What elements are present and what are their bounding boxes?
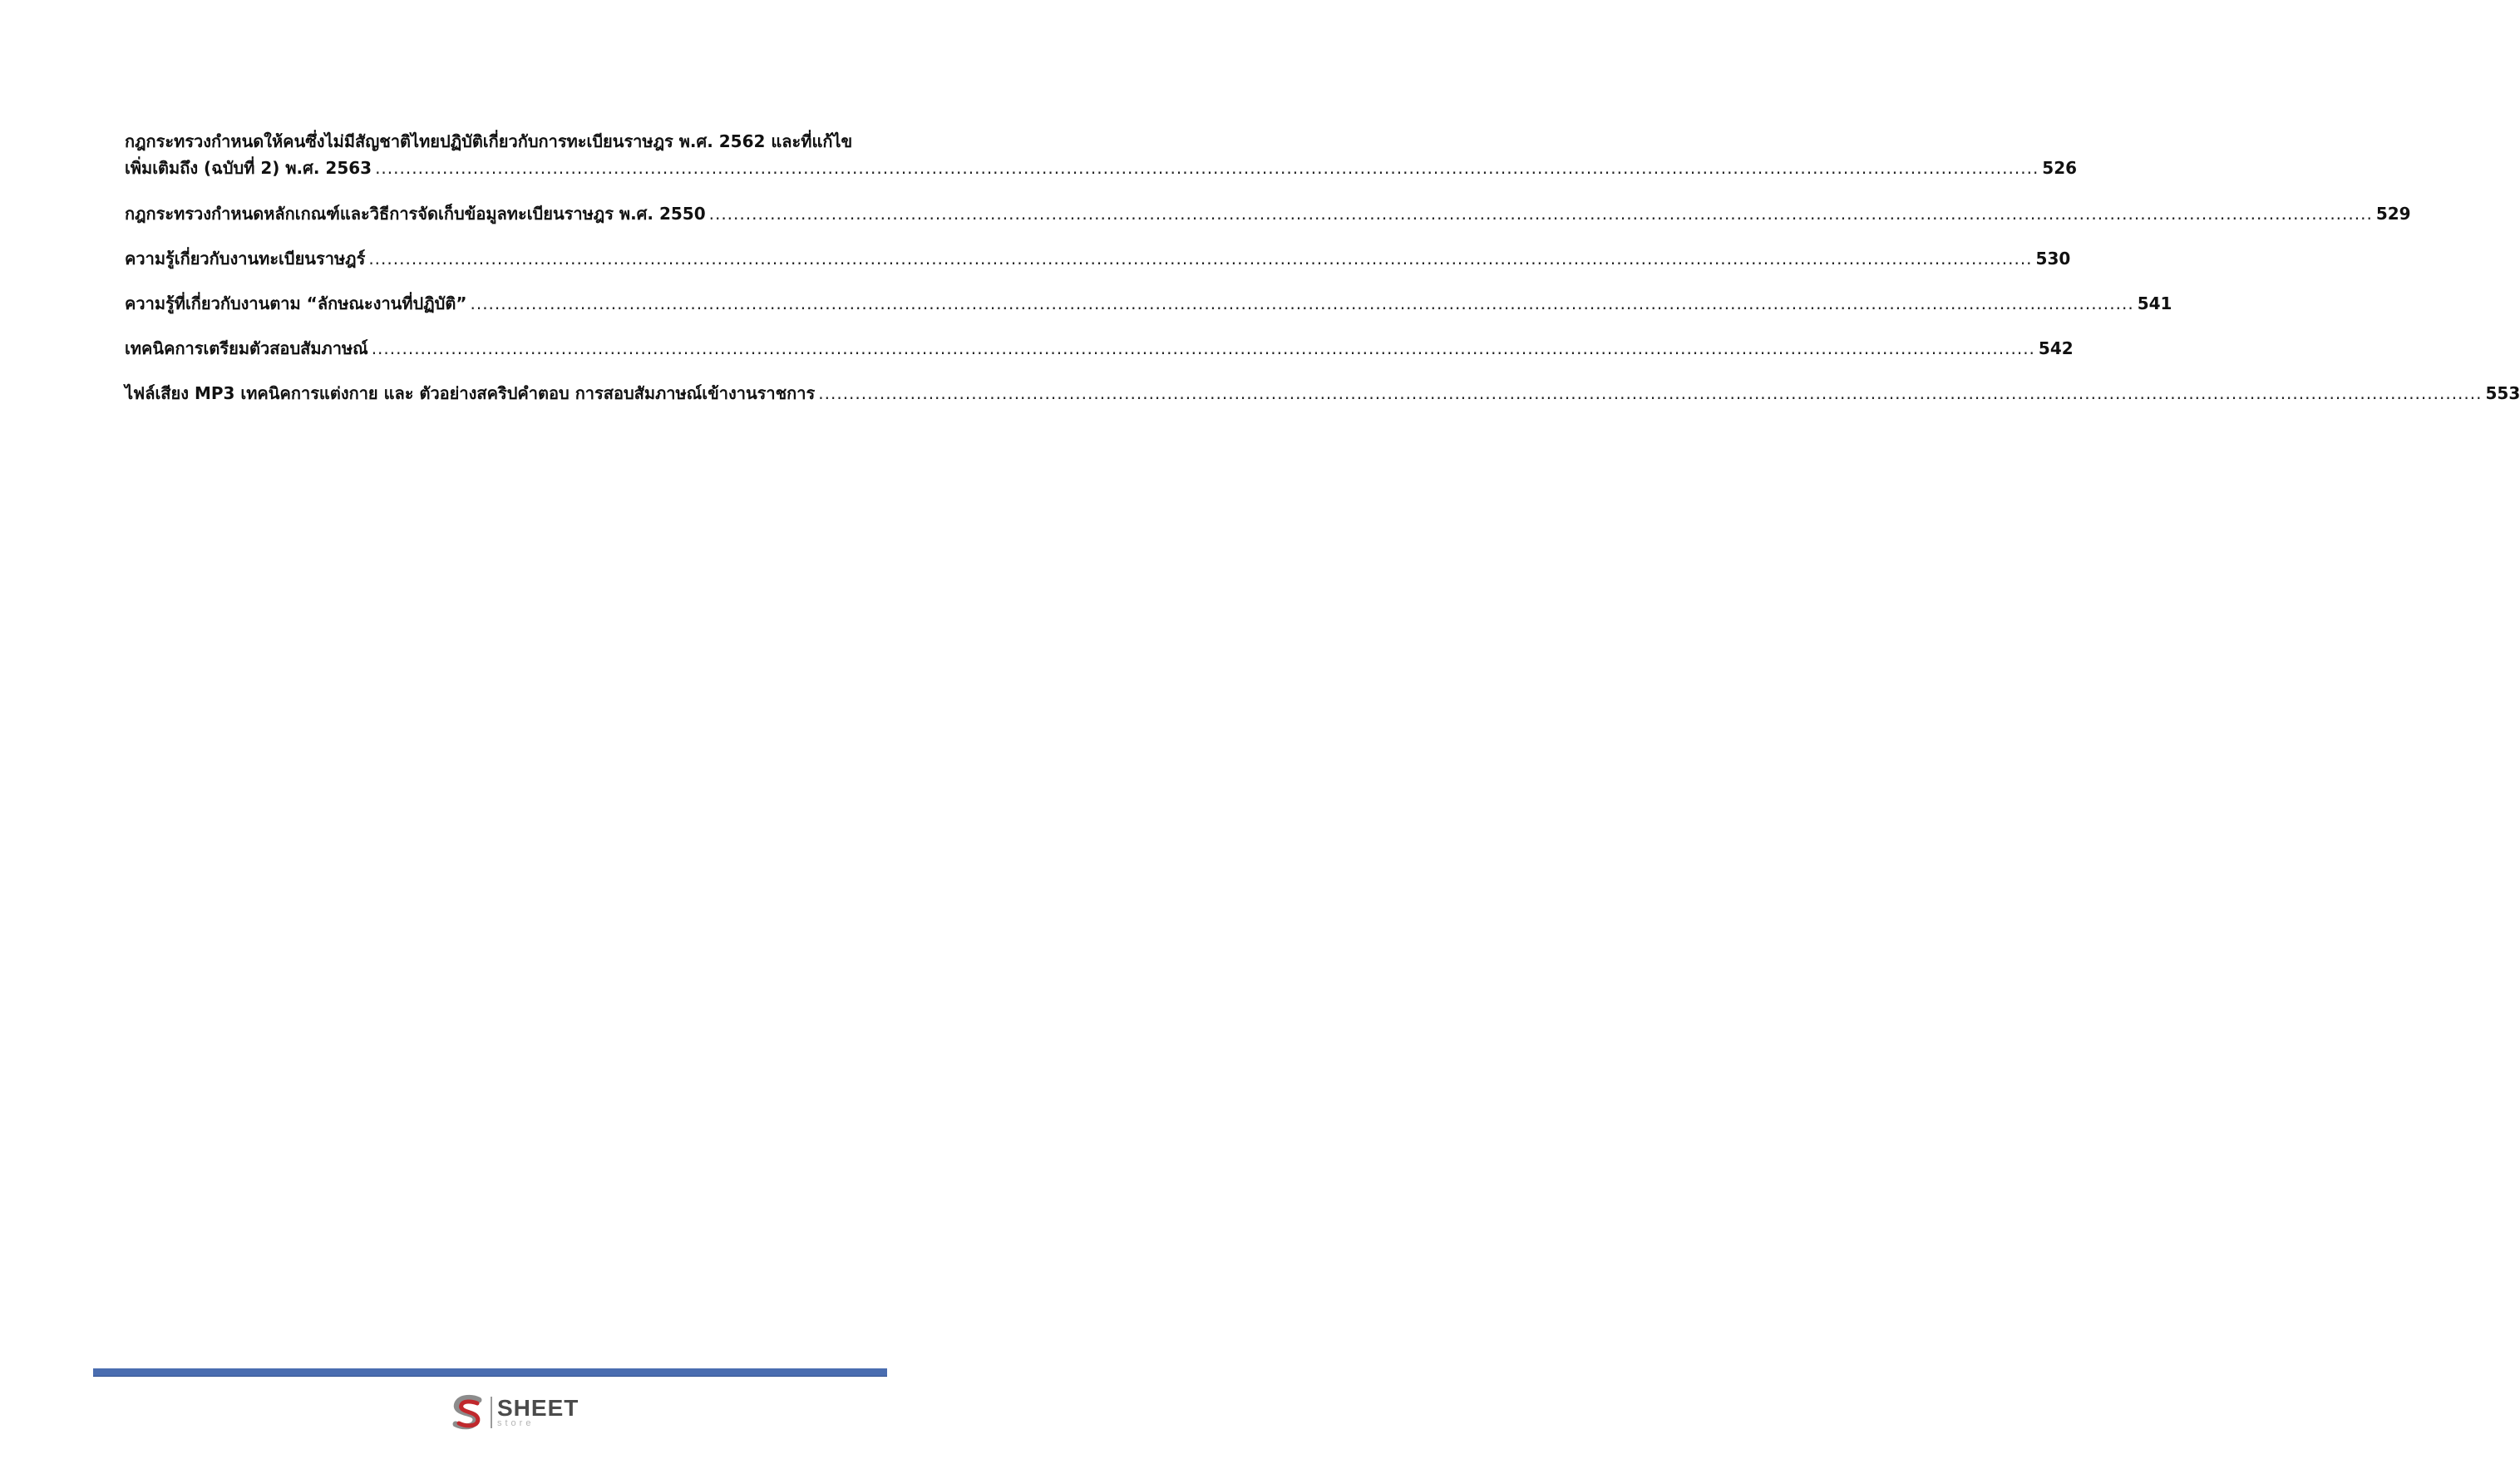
- toc-dot-leader: [368, 236, 2032, 281]
- logo-subword: store: [497, 1418, 535, 1428]
- toc-dot-leader: [818, 371, 2482, 416]
- toc-entry-title: เทคนิคการเตรียมตัวสอบสัมภาษณ์: [125, 338, 368, 358]
- table-of-contents: [125, 126, 2520, 416]
- logo-word: SHEET: [497, 1395, 579, 1421]
- toc-entry[interactable]: [125, 371, 2520, 416]
- toc-entry-title: ความรู้เกี่ยวกับงานทะเบียนราษฎร์: [125, 249, 366, 269]
- sheet-store-s-mark-icon: [449, 1393, 487, 1432]
- toc-dot-leader: [375, 160, 2039, 176]
- toc-page-number: 542: [2038, 338, 2074, 358]
- toc-page-number: 553: [2485, 383, 2520, 403]
- toc-entry-title-line-1: กฎกระทรวงกำหนดให้คนซึ่งไม่มีสัญชาติไทยปฏิบัติเกี่ยวกับการทะเบียนราษฎร พ.ศ. 2562 และที่แก้ไข: [125, 131, 853, 151]
- toc-entry[interactable]: [125, 281, 2172, 326]
- toc-page-number: 541: [2137, 293, 2172, 313]
- toc-page-number: 530: [2035, 249, 2071, 269]
- toc-entry-title: ความรู้ที่เกี่ยวกับงานตาม “ลักษณะงานที่ปฏิบัติ”: [125, 293, 467, 313]
- toc-dot-leader: [709, 191, 2373, 236]
- toc-page-number: 526: [2042, 158, 2078, 178]
- footer-divider-bar: [93, 1368, 887, 1377]
- toc-entry-title: เพิ่มเติมถึง (ฉบับที่ 2) พ.ศ. 2563: [125, 158, 372, 178]
- toc-dot-leader: [470, 281, 2133, 326]
- logo-wordmark: [497, 1397, 579, 1428]
- toc-entry[interactable]: [125, 326, 2074, 371]
- logo-divider: [491, 1397, 492, 1428]
- sheet-store-logo: [449, 1393, 579, 1432]
- toc-entry[interactable]: [125, 236, 2071, 281]
- toc-entry[interactable]: [125, 191, 2411, 236]
- toc-entry[interactable]: [125, 126, 2078, 191]
- toc-entry-title: ไฟล์เสียง MP3 เทคนิคการแต่งกาย และ ตัวอย่างสคริปคำตอบ การสอบสัมภาษณ์เข้างานราชการ: [125, 383, 816, 403]
- toc-entry-title: กฎกระทรวงกำหนดหลักเกณฑ์และวิธีการจัดเก็บข้อมูลทะเบียนราษฎร พ.ศ. 2550: [125, 204, 706, 224]
- toc-dot-leader: [372, 326, 2035, 371]
- toc-page-number: 529: [2375, 204, 2411, 224]
